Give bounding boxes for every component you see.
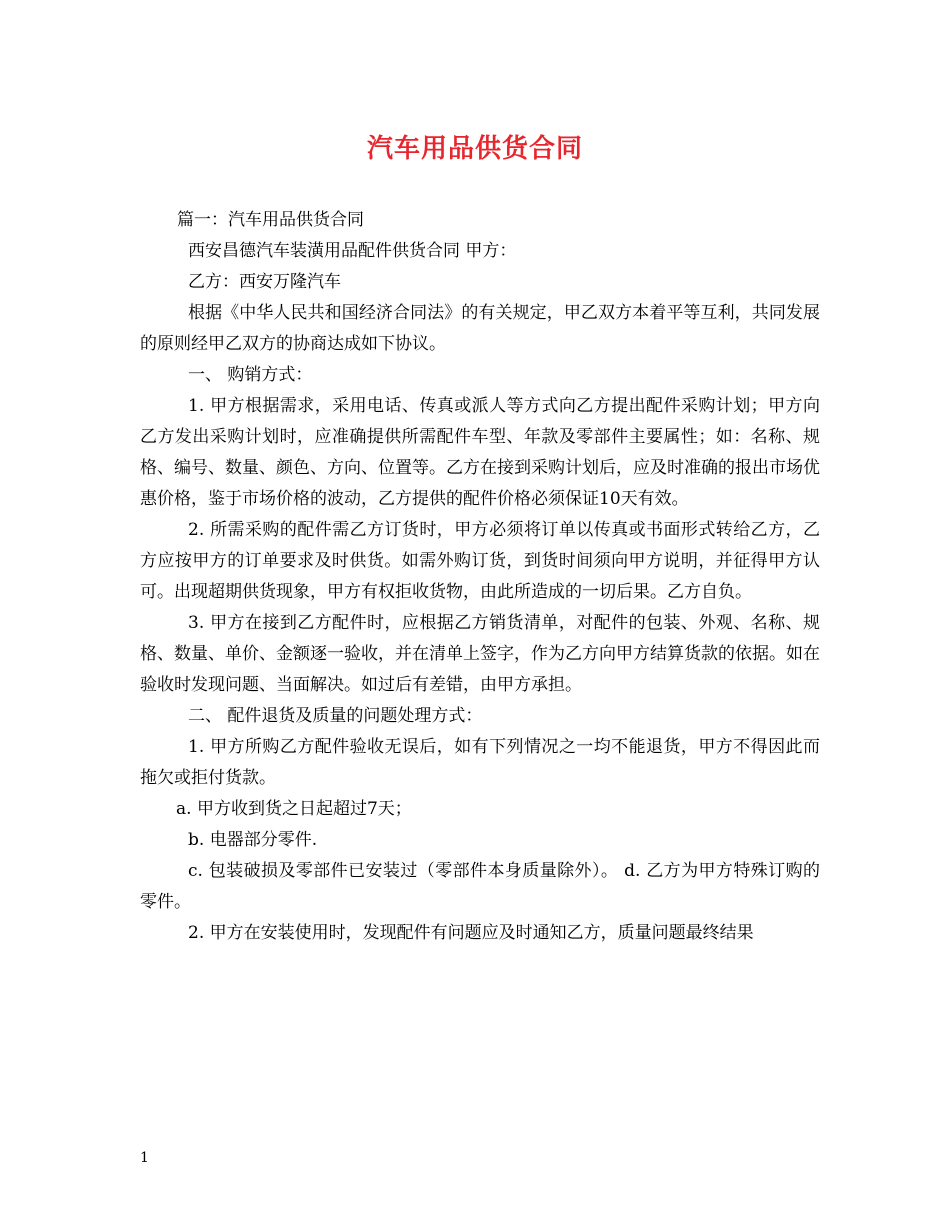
paragraph: a. 甲方收到货之日起超过7天；: [176, 799, 412, 819]
paragraph: 3. 甲方在接到乙方配件时，应根据乙方销货清单，对配件的包装、外观、名称、规格、数量、单价、金额逐一验收，并在清单上签字，作为乙方向甲方结算货款的依据。如在验收时发现问题、当面解决。如过后有差错，由甲方承担。: [140, 613, 820, 695]
paragraph: 西安昌德汽车装潢用品配件供货合同 甲方：: [188, 241, 517, 261]
paragraph: 乙方：西安万隆汽车: [188, 272, 341, 292]
paragraph: 一、 购销方式：: [188, 365, 313, 385]
paragraph: b. 电器部分零件.: [188, 830, 318, 850]
paragraph: c. 包装破损及零部件已安装过（零部件本身质量除外）。 d. 乙方为甲方特殊订购的零件。: [140, 861, 820, 912]
paragraph: 二、 配件退货及质量的问题处理方式：: [188, 706, 483, 726]
document-title: 汽车用品供货合同: [366, 134, 583, 164]
page-number: 1: [140, 1150, 149, 1166]
paragraph: 1. 甲方所购乙方配件验收无误后，如有下列情况之一均不能退货，甲方不得因此而拖欠或拒付货款。: [140, 737, 820, 788]
paragraph: 2. 所需采购的配件需乙方订货时，甲方必须将订单以传真或书面形式转给乙方，乙方应按甲方的订单要求及时供货。如需外购订货，到货时间须向甲方说明，并征得甲方认可。出现超期供货现象，甲方有权拒收货物，由此所造成的一切后果。乙方自负。: [140, 520, 820, 602]
document-body: [140, 205, 820, 949]
paragraph: 篇一：汽车用品供货合同: [177, 210, 364, 230]
paragraph: 1. 甲方根据需求，采用电话、传真或派人等方式向乙方提出配件采购计划；甲方向乙方发出采购计划时，应准确提供所需配件车型、年款及零部件主要属性；如：名称、规格、编号、数量、颜色、方向、位置等。乙方在接到采购计划后，应及时准确的报出市场优惠价格，鉴于市场价格的波动，乙方提供的配件价格必须保证10天有效。: [140, 396, 820, 509]
paragraph: 根据《中华人民共和国经济合同法》的有关规定，甲乙双方本着平等互利，共同发展的原则经甲乙双方的协商达成如下协议。: [140, 303, 820, 354]
paragraph: 2. 甲方在安装使用时，发现配件有问题应及时通知乙方，质量问题最终结果: [188, 923, 754, 943]
